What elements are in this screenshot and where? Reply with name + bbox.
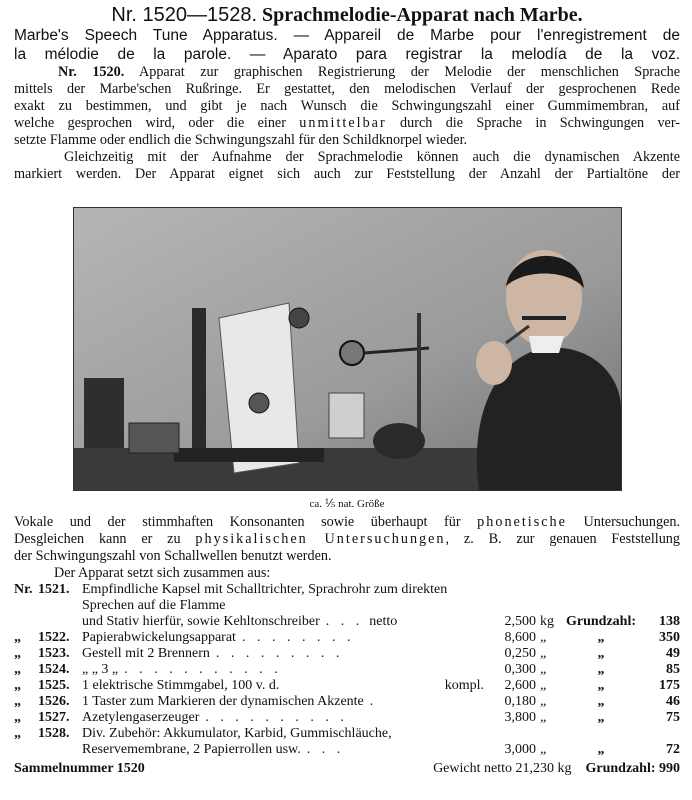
intro-line-4: [14, 115, 680, 132]
cont-line-3: der Schwingungszahl von Schallwellen benutzt werden.: [14, 548, 332, 564]
item-prefix: Nr.: [14, 582, 33, 597]
photo-caption: ca. ⅕ nat. Größe: [309, 498, 385, 510]
subtitle-line-2: [14, 45, 680, 64]
item-prefix: „: [14, 710, 21, 725]
subtitle-spanish: Aparato para registrar la melodía de la voz.: [283, 46, 680, 63]
item-description-text: Empfindliche Kapsel mit Schalltrichter, Sprachrohr zum direkten Sprechen auf die Flamme: [82, 582, 448, 613]
item-description-text: Div. Zubehör: Akkumulator, Karbid, Gummischläuche,: [82, 726, 392, 741]
item-description-text: Gestell mit 2 Brennern: [82, 646, 210, 661]
emphasis-text: phonetische: [477, 514, 567, 530]
item-number: 1522.: [38, 630, 70, 645]
sammelnummer: Sammelnummer 1520: [14, 761, 145, 776]
item-weight: 0,250: [504, 646, 536, 661]
intro-text: durch die Sprache in Schwingungen ver-: [400, 115, 681, 131]
item-grundzahl-label: Grundzahl:: [565, 614, 636, 629]
item-prefix: „: [14, 726, 21, 741]
item-description-text: 1 Taster zum Markieren der dynamischen Akzente: [82, 694, 364, 709]
number-range: Nr. 1520—1528.: [111, 4, 258, 26]
item-prefix: „: [14, 694, 21, 709]
cont-text: Untersuchungen.: [583, 514, 681, 530]
item-description: [82, 662, 484, 678]
intro-number: Nr. 1520.: [58, 64, 125, 80]
item-description: [82, 630, 484, 646]
page-title: Sprachmelodie-Apparat nach Marbe.: [262, 4, 583, 26]
item-description-text: 1 elektrische Stimmgabel, 100 v. d.: [82, 678, 280, 693]
intro-line-5: setzte Flamme oder endlich die Schwingungszahl für den Schildknorpel wieder.: [14, 132, 468, 148]
item-unit: „: [539, 742, 547, 757]
apparatus-photo-image: [74, 208, 621, 490]
item-grundzahl-label: „: [597, 694, 605, 709]
table-row: [14, 630, 680, 646]
table-row: [14, 694, 680, 710]
item-prefix: „: [14, 630, 21, 645]
intro-line-6: Gleichzeitig mit der Aufnahme der Sprachmelodie können auch die dynamischen Akzente: [64, 149, 680, 165]
item-unit: „: [539, 646, 547, 661]
item-weight-label: netto: [369, 614, 398, 629]
total-grundzahl-value: 990: [659, 761, 680, 776]
item-unit: kg: [539, 614, 554, 629]
footer-totals: [433, 760, 680, 778]
item-description-cont: Reservemembrane, 2 Papierrollen usw.: [82, 742, 301, 757]
item-unit: „: [539, 694, 547, 709]
item-grundzahl-label: „: [597, 630, 605, 645]
item-prefix: „: [14, 662, 21, 677]
cont-line-2: [14, 531, 680, 548]
intro-line-2: mittels der Marbe'schen Rußringe. Er gestattet, den melodischen Verlauf der gesprochenen Rede: [14, 81, 680, 97]
item-weight: 2,600: [504, 678, 536, 693]
subtitle-french: Appareil de Marbe pour l'enregistrement de: [324, 27, 681, 44]
emphasis-text: physikalischen Untersuchungen: [195, 531, 446, 547]
cont-text: Desgleichen kann er zu: [14, 531, 181, 547]
item-unit: „: [539, 662, 547, 677]
item-leader-dots: . . . . . . . . . .: [205, 710, 348, 725]
item-description-text: „ „ 3 „: [82, 662, 119, 677]
item-description: [82, 646, 484, 662]
subtitle-english: Marbe's Speech Tune Apparatus.: [14, 27, 278, 44]
page-header: [14, 4, 680, 26]
item-description-text: Azetylengaserzeuger: [82, 710, 200, 725]
item-grundzahl-label: „: [597, 710, 605, 725]
item-description-extra: kompl.: [444, 678, 484, 693]
emphasis-text: unmittelbar: [299, 115, 387, 131]
item-description: [82, 710, 484, 726]
item-grundzahl: 46: [666, 694, 680, 709]
total-grundzahl-label: Grundzahl:: [585, 761, 656, 776]
subtitle-line-1: [14, 26, 680, 45]
item-grundzahl: 350: [659, 630, 680, 645]
item-grundzahl: 175: [659, 678, 680, 693]
subtitle-dash: —: [293, 27, 310, 44]
item-weight: 8,600: [504, 630, 536, 645]
table-row: [14, 646, 680, 662]
item-number: 1523.: [38, 646, 70, 661]
item-leader-dots: . . . . . . . . . . .: [124, 662, 282, 677]
intro-paragraph: [14, 64, 680, 81]
intro-text: welche gesprochen wird, oder die einer: [14, 115, 286, 131]
subtitle-dash: —: [249, 46, 266, 63]
item-weight: 3,800: [504, 710, 536, 725]
cont-text: Vokale und der stimmhaften Konsonanten sowie überhaupt für: [14, 514, 461, 530]
item-grundzahl: 49: [666, 646, 680, 661]
cont-line-4: Der Apparat setzt sich zusammen aus:: [54, 565, 271, 581]
item-weight: 3,000: [504, 742, 536, 757]
intro-line-3: exakt zu bestimmen, und gibt je nach Wunsch die Schwingungszahl einer Gummimembran, auf: [14, 98, 680, 114]
item-weight: 0,300: [504, 662, 536, 677]
item-grundzahl: 138: [659, 614, 680, 629]
table-row: [14, 710, 680, 726]
item-description: [82, 694, 484, 710]
apparatus-photo: [73, 207, 622, 491]
item-number: 1528.: [38, 726, 70, 741]
intro-line: Apparat zur graphischen Registrierung der Melodie der menschlichen Sprache: [139, 64, 681, 80]
item-number: 1525.: [38, 678, 70, 693]
cont-text: , z. B. zur genauen Feststellung: [445, 531, 680, 547]
item-leader-dots: . . .: [325, 614, 364, 629]
catalog-page: [14, 4, 680, 778]
item-grundzahl: 85: [666, 662, 680, 677]
item-description: [82, 582, 484, 630]
item-grundzahl-label: „: [597, 646, 605, 661]
item-leader-dots: . . . . . . . .: [241, 630, 355, 645]
table-row: [14, 662, 680, 678]
item-description-cont: und Stativ hierfür, sowie Kehltonschreiber: [82, 614, 320, 629]
item-grundzahl-label: „: [597, 742, 605, 757]
item-number: 1526.: [38, 694, 70, 709]
item-grundzahl-label: „: [597, 662, 605, 677]
table-row: [14, 678, 680, 694]
item-leader-dots: [279, 678, 285, 693]
item-unit: „: [539, 630, 547, 645]
item-number: 1524.: [38, 662, 70, 677]
table-row: [14, 582, 680, 630]
items-table: [14, 582, 680, 758]
total-weight: Gewicht netto 21,230 kg: [433, 761, 572, 776]
item-grundzahl: 72: [666, 742, 680, 757]
item-prefix: „: [14, 646, 21, 661]
item-unit: „: [539, 710, 547, 725]
item-grundzahl: 75: [666, 710, 680, 725]
item-weight: 2,500: [504, 614, 536, 629]
item-prefix: „: [14, 678, 21, 693]
item-description-text: Papierabwickelungsapparat: [82, 630, 236, 645]
item-description: [82, 678, 484, 694]
table-row: [14, 726, 680, 758]
item-leader-dots: .: [369, 694, 378, 709]
item-unit: „: [539, 678, 547, 693]
item-weight: 0,180: [504, 694, 536, 709]
item-leader-dots: . . . . . . . . .: [215, 646, 344, 661]
item-number: 1527.: [38, 710, 70, 725]
footer: [14, 760, 680, 778]
item-leader-dots: . . .: [306, 742, 345, 757]
subtitle-french-cont: la mélodie de la parole.: [14, 46, 232, 63]
cont-line-1: [14, 514, 680, 531]
item-number: 1521.: [38, 582, 70, 597]
intro-line-7: markiert werden. Der Apparat eignet sich auch zur Feststellung der Anzahl der Partialtöne der: [14, 166, 680, 182]
item-grundzahl-label: „: [597, 678, 605, 693]
item-description: [82, 726, 484, 758]
